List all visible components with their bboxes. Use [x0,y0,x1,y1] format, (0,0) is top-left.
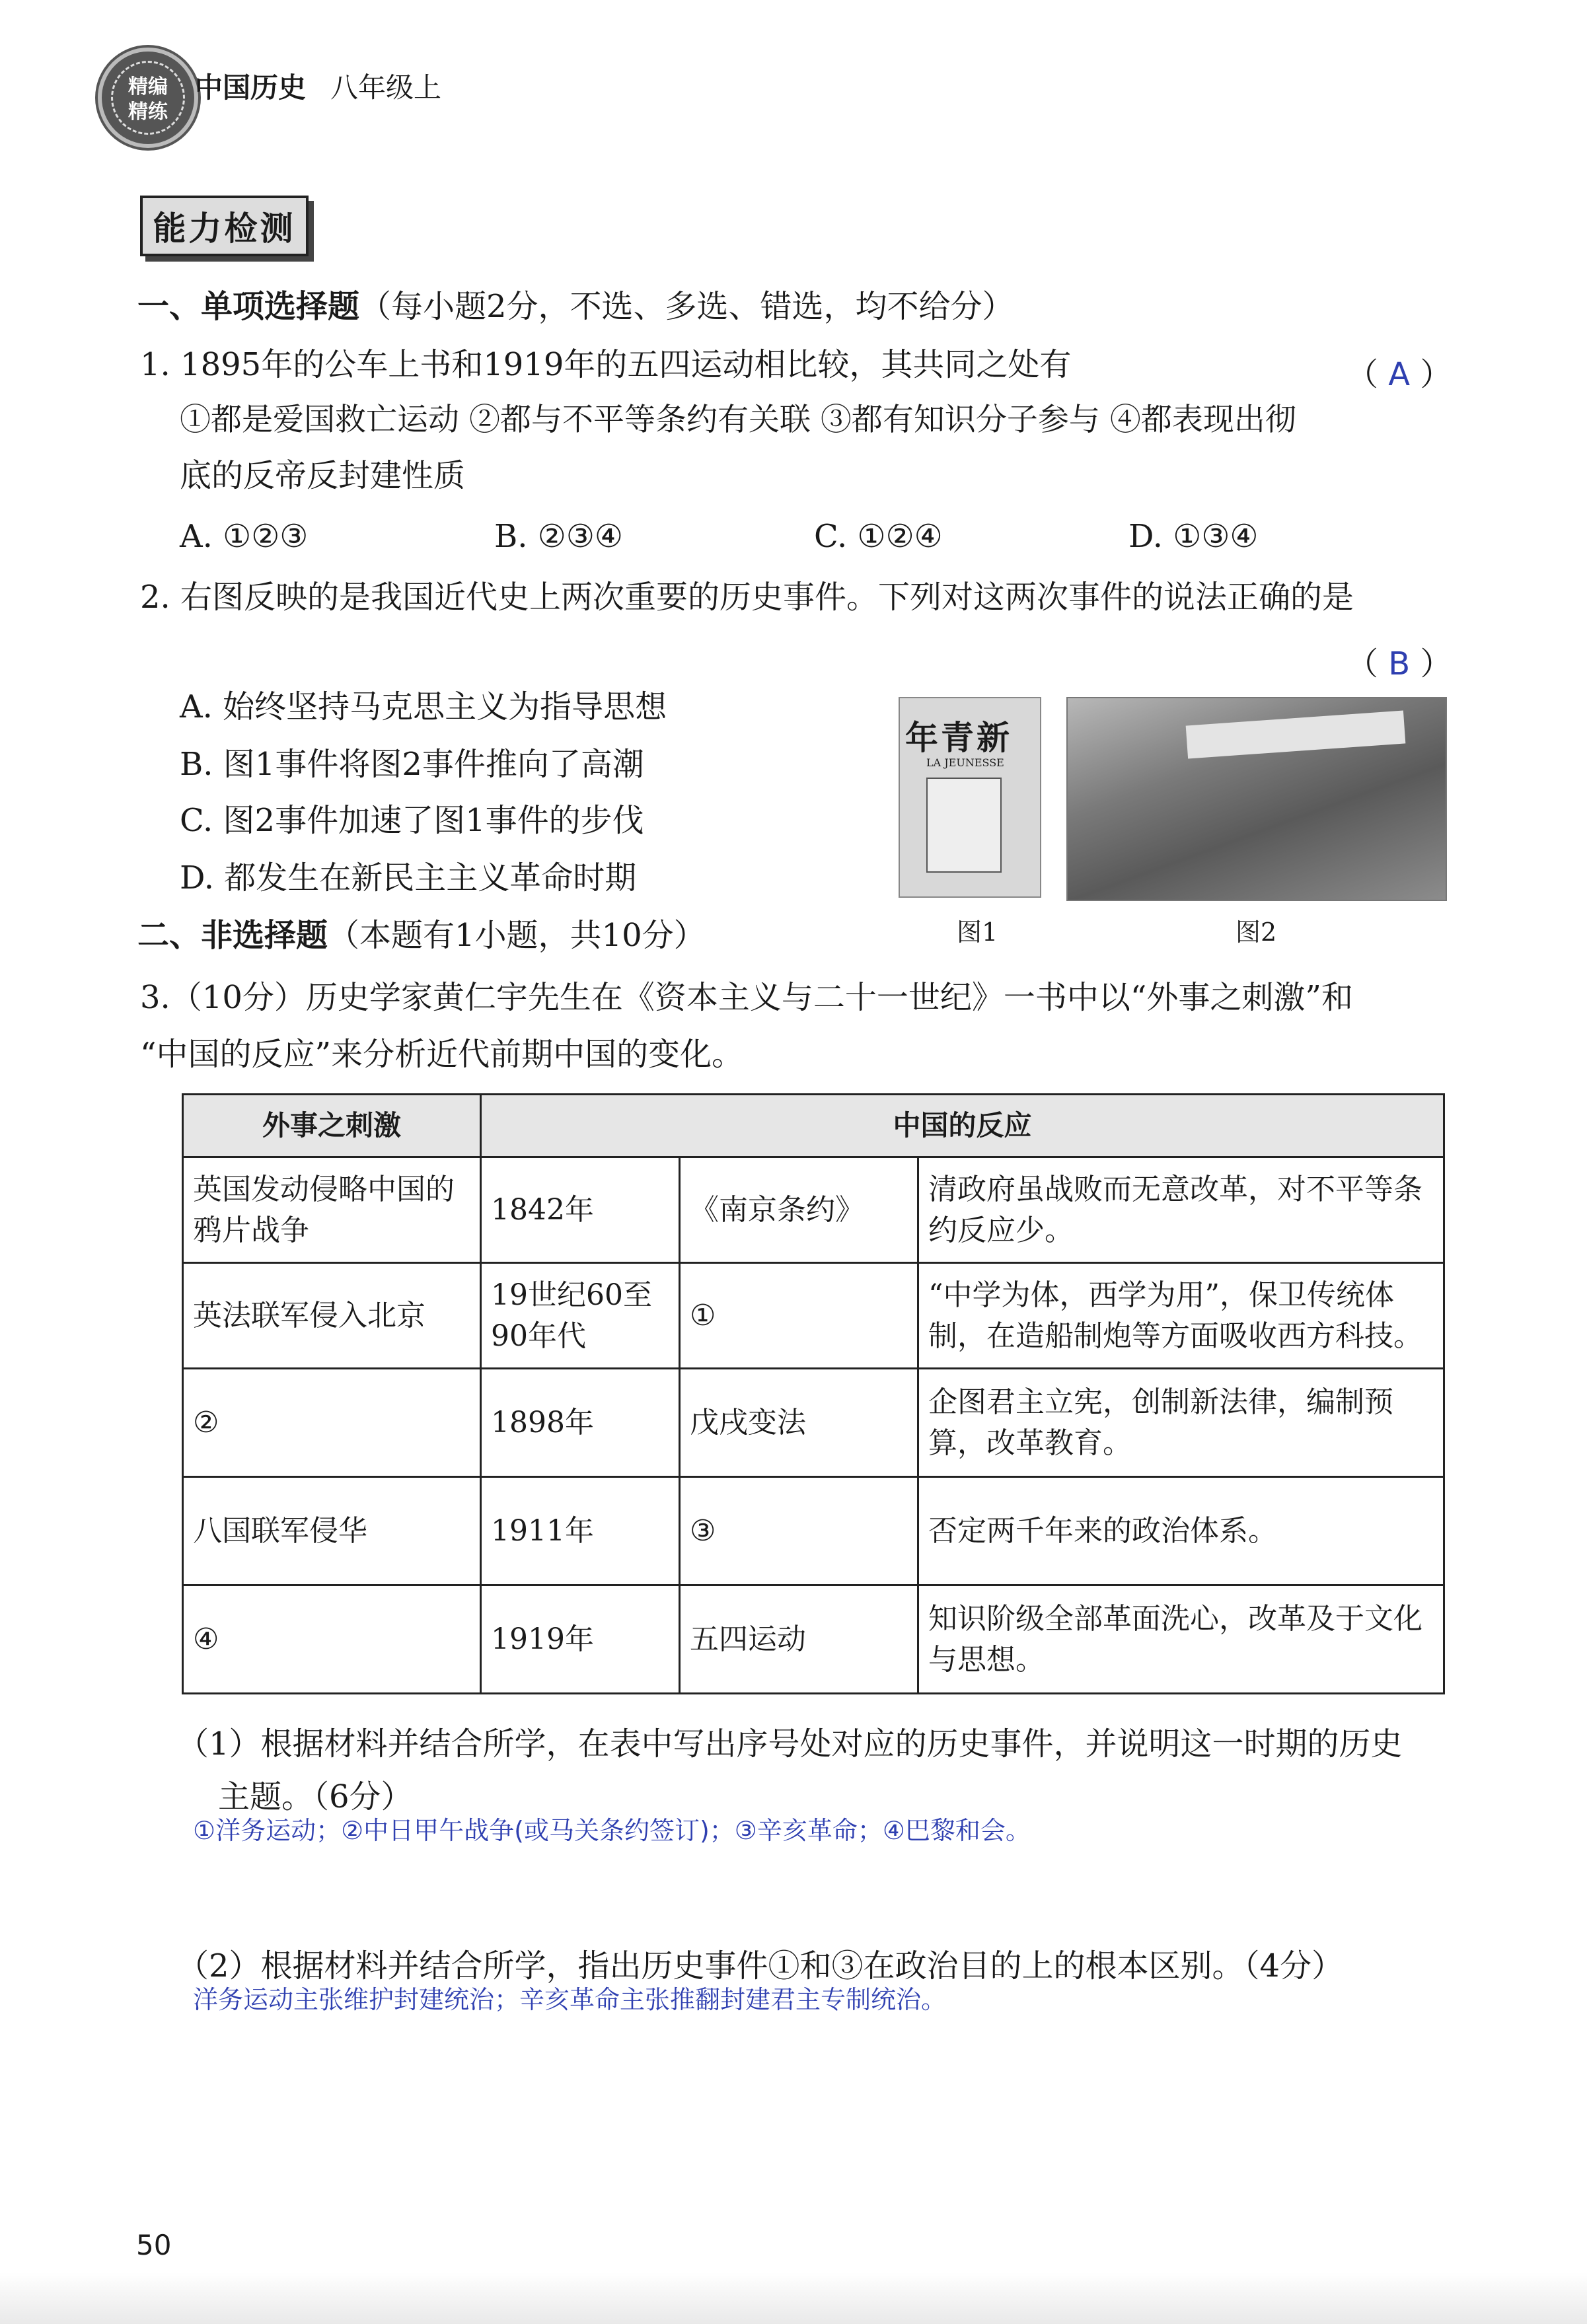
figure1-contents-box [926,778,1002,873]
row2-event: ① [680,1263,918,1369]
row5-event: 五四运动 [680,1585,918,1694]
table-row [183,1477,1444,1585]
stimulus-reaction-table [182,1093,1445,1694]
q2-answer: B [1388,645,1411,682]
series-badge [98,48,198,148]
q1-stem: 1. 1895年的公车上书和1919年的五四运动相比较，其共同之处有 [140,346,1072,383]
table-header-stimulus: 外事之刺激 [183,1095,481,1157]
figure2-banner [1186,711,1406,759]
page-number: 50 [136,2229,172,2261]
figure1-caption: 图1 [957,918,998,947]
badge-line1: 精编 [128,75,168,98]
q2-option-c: C. 图2事件加速了图1事件的步伐 [180,802,644,839]
q3-line1: 3.（10分）历史学家黄仁宇先生在《资本主义与二十一世纪》一书中以“外事之刺激”和 [140,979,1353,1016]
row4-year: 1911年 [481,1477,680,1585]
row5-stimulus: ④ [183,1585,481,1694]
q1-option-c: C. ①②④ [814,518,943,555]
table-row [183,1585,1444,1694]
q1-option-a: A. ①②③ [180,518,309,555]
row3-stimulus: ② [183,1369,481,1477]
section-title: 能力检测 [140,196,309,256]
row3-reaction: 企图君主立宪，创制新法律，编制预算，改革教育。 [918,1369,1444,1477]
part2-note: （本题有1小题，共10分） [328,917,706,954]
table-header-reaction: 中国的反应 [481,1095,1444,1157]
q2-stem: 2. 右图反映的是我国近代史上两次重要的历史事件。下列对这两次事件的说法正确的是 [140,579,1354,616]
table-header-row [183,1095,1444,1157]
row1-reaction: 清政府虽战败而无意改革，对不平等条约反应少。 [918,1157,1444,1263]
q3-sub1-line2: 主题。（6分） [218,1778,413,1815]
subject-label: 中国历史 [195,71,307,104]
figure1-magazine-cover [899,697,1041,898]
row3-year: 1898年 [481,1369,680,1477]
part1-note: （每小题2分，不选、多选、错选，均不给分） [359,288,1014,325]
part1-title: 一、单项选择题 [137,288,360,325]
grade-label: 八年级上 [330,71,442,104]
page-footer-band [0,2272,1587,2324]
q2-answer-bracket: （ B ） [1347,645,1452,682]
q1-option-b: B. ②③④ [494,518,623,555]
q2-option-a: A. 始终坚持马克思主义为指导思想 [180,688,667,725]
q1-answer-bracket: （ A ） [1347,356,1452,393]
table-row [183,1369,1444,1477]
part2-heading [137,917,706,954]
q1-line2: ①都是爱国救亡运动 ②都与不平等条约有关联 ③都有知识分子参与 ④都表现出彻 [180,402,1296,438]
figure1-subtitle: LA JEUNESSE [926,756,1004,769]
figure2-caption: 图2 [1236,918,1277,947]
q1-option-d: D. ①③④ [1128,518,1259,555]
row5-reaction: 知识阶级全部革面洗心，改革及于文化与思想。 [918,1585,1444,1694]
table-row [183,1157,1444,1263]
badge-line2: 精练 [128,100,168,124]
q3-sub2-answer: 洋务运动主张维护封建统治；辛亥革命主张推翻封建君主专制统治。 [193,1985,947,2014]
row4-stimulus: 八国联军侵华 [183,1477,481,1585]
figure1-title: 年青新 [905,718,1012,757]
q3-sub2-line1: （2）根据材料并结合所学，指出历史事件①和③在政治目的上的根本区别。（4分） [177,1947,1344,1984]
q3-sub1-answer: ①洋务运动；②中日甲午战争(或马关条约签订)；③辛亥革命；④巴黎和会。 [193,1816,1031,1845]
figure2-protest-photo [1066,697,1447,901]
row1-stimulus: 英国发动侵略中国的鸦片战争 [183,1157,481,1263]
row1-year: 1842年 [481,1157,680,1263]
q3-sub1-line1: （1）根据材料并结合所学，在表中写出序号处对应的历史事件，并说明这一时期的历史 [177,1725,1403,1762]
row2-stimulus: 英法联军侵入北京 [183,1263,481,1369]
q3-line2: “中国的反应”来分析近代前期中国的变化。 [140,1036,744,1073]
table-row [183,1263,1444,1369]
row2-year: 19世纪60至90年代 [481,1263,680,1369]
row4-event: ③ [680,1477,918,1585]
part1-heading [137,288,1014,325]
row2-reaction: “中学为体，西学为用”，保卫传统体制，在造船制炮等方面吸收西方科技。 [918,1263,1444,1369]
series-badge-text [111,61,185,135]
q1-answer: A [1388,356,1411,393]
q2-option-b: B. 图1事件将图2事件推向了高潮 [180,746,644,783]
q2-option-d: D. 都发生在新民主主义革命时期 [180,859,637,896]
row5-year: 1919年 [481,1585,680,1694]
row3-event: 戊戌变法 [680,1369,918,1477]
row4-reaction: 否定两千年来的政治体系。 [918,1477,1444,1585]
q1-line3: 底的反帝反封建性质 [180,457,466,494]
row1-event: 《南京条约》 [680,1157,918,1263]
part2-title: 二、非选择题 [137,917,328,954]
